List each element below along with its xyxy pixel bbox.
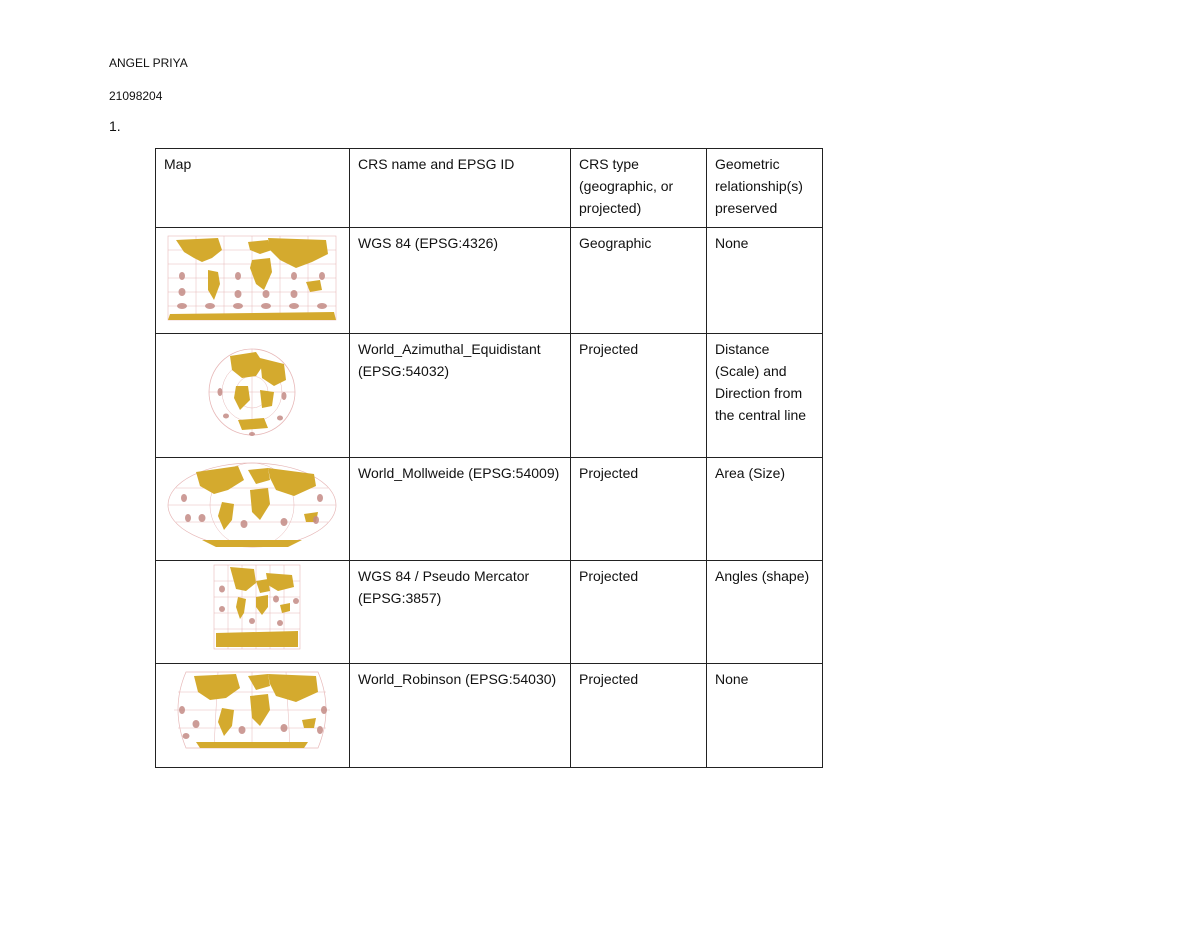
table-row bbox=[156, 561, 823, 664]
map-cell bbox=[156, 458, 350, 561]
table-row bbox=[156, 664, 823, 768]
crs-name-cell: World_Mollweide (EPSG:54009) bbox=[350, 458, 571, 561]
table-row bbox=[156, 228, 823, 334]
geometric-cell: Distance (Scale) and Direction from the central line bbox=[707, 334, 823, 458]
geometric-cell: Area (Size) bbox=[707, 458, 823, 561]
equirectangular-world-map-icon bbox=[156, 228, 349, 334]
map-cell bbox=[156, 334, 350, 458]
azimuthal-equidistant-world-map-icon bbox=[156, 334, 349, 458]
question-number: 1. bbox=[109, 118, 121, 134]
table-header-row bbox=[156, 149, 823, 228]
crs-type-cell: Projected bbox=[571, 664, 707, 768]
column-header-geometric: Geometric relationship(s) preserved bbox=[707, 149, 823, 228]
crs-type-cell: Projected bbox=[571, 561, 707, 664]
student-id: 21098204 bbox=[109, 89, 163, 103]
column-header-crs-type: CRS type (geographic, or projected) bbox=[571, 149, 707, 228]
map-cell bbox=[156, 561, 350, 664]
robinson-world-map-icon bbox=[156, 664, 349, 768]
crs-name-cell: WGS 84 / Pseudo Mercator (EPSG:3857) bbox=[350, 561, 571, 664]
geometric-cell: None bbox=[707, 664, 823, 768]
geometric-cell: Angles (shape) bbox=[707, 561, 823, 664]
crs-type-cell: Geographic bbox=[571, 228, 707, 334]
author-name: ANGEL PRIYA bbox=[109, 56, 188, 70]
column-header-map: Map bbox=[156, 149, 350, 228]
map-cell bbox=[156, 228, 350, 334]
table-row bbox=[156, 334, 823, 458]
pseudo-mercator-world-map-icon bbox=[156, 561, 349, 664]
crs-name-cell: World_Robinson (EPSG:54030) bbox=[350, 664, 571, 768]
map-cell bbox=[156, 664, 350, 768]
mollweide-world-map-icon bbox=[156, 458, 349, 561]
crs-name-cell: World_Azimuthal_Equidistant (EPSG:54032) bbox=[350, 334, 571, 458]
crs-name-cell: WGS 84 (EPSG:4326) bbox=[350, 228, 571, 334]
column-header-crs-name: CRS name and EPSG ID bbox=[350, 149, 571, 228]
table-row bbox=[156, 458, 823, 561]
crs-type-cell: Projected bbox=[571, 334, 707, 458]
crs-type-cell: Projected bbox=[571, 458, 707, 561]
crs-table bbox=[155, 148, 823, 768]
geometric-cell: None bbox=[707, 228, 823, 334]
